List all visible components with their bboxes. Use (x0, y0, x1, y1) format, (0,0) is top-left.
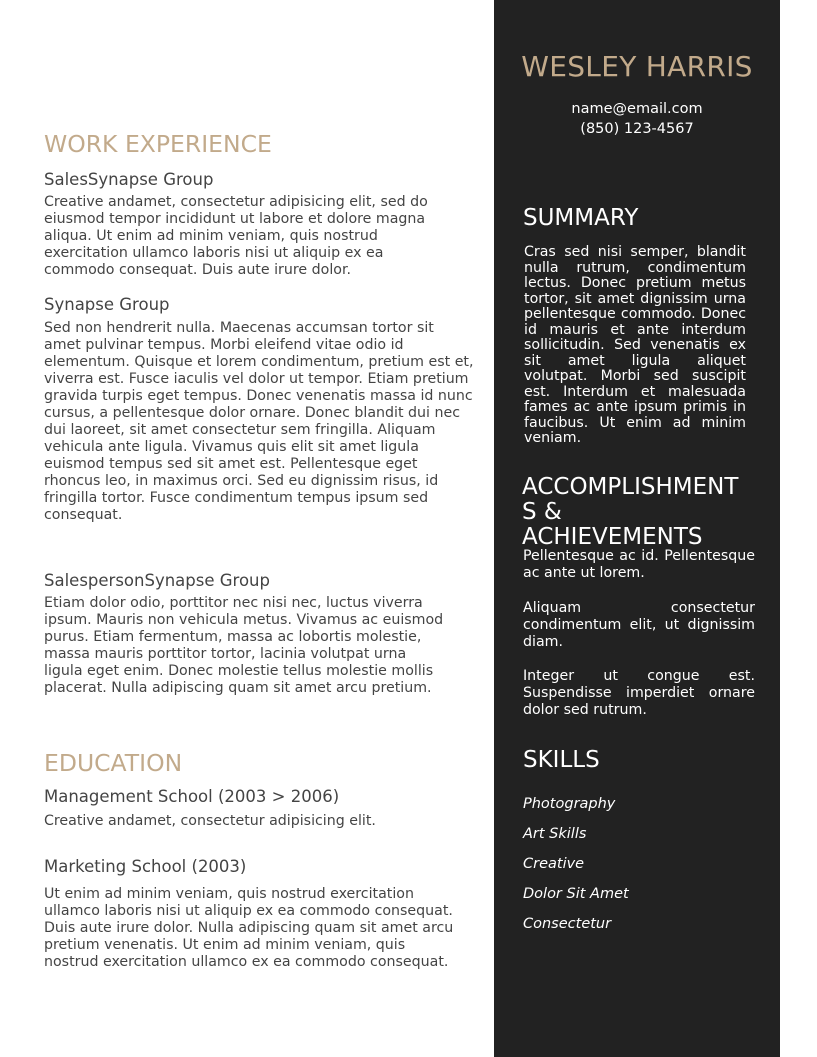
school-description: Creative andamet, consectetur adipisicing elit. (44, 813, 376, 829)
sidebar (494, 0, 780, 1057)
job-description: Sed non hendrerit nulla. Maecenas accumsan tortor sit amet pulvinar tempus. Morbi eleifend vitae odio id elementum. Quisque et lorem condimentum, pretium est et, viverra est. Fusce iaculis vel dolor ut tempor. Etiam pretium gravida turpis eget tempus. Donec venenatis massa id nunc cursus, a pellentesque dolor ornare. Donec blandit dui nec dui laoreet, sit amet consectetur sem fringilla. Aliquam vehicula ante ligula. Vivamus quis elit sit amet ligula euismod tempus sed sit amet est. Pellentesque eget rhoncus leo, in maximus orci. Sed eu dignissim risus, id fringilla tortor. Fusce condimentum tempus ipsum sed consequat. (44, 320, 474, 523)
school-title: Marketing School (2003) (44, 857, 247, 876)
skills-heading: SKILLS (523, 747, 600, 773)
school-title: Management School (2003 > 2006) (44, 787, 340, 806)
job-description: Etiam dolor odio, porttitor nec nisi nec, luctus viverra ipsum. Mauris non vehicula metus. Vivamus ac euismod purus. Etiam fermentum, massa ac lobortis molestie, massa mauris porttitor tortor, lacinia volutpat urna ligula eget enim. Donec molestie tellus molestie mollis placerat. Nulla adipiscing quam sit amet arcu pretium. (44, 595, 444, 696)
skill-item: Art Skills (523, 826, 587, 842)
skill-item: Photography (523, 796, 616, 812)
skill-item: Creative (523, 856, 585, 872)
accomplishments-heading-line-1: ACCOMPLISHMENT (522, 474, 739, 500)
accomplishment-item: Pellentesque ac id. Pellentesque ac ante ut lorem. (523, 548, 755, 581)
work-experience-heading: WORK EXPERIENCE (44, 130, 272, 158)
job-title: Synapse Group (44, 295, 170, 314)
skill-item: Consectetur (523, 916, 612, 932)
skill-item: Dolor Sit Amet (523, 886, 629, 902)
email-text: name@email.com (571, 101, 703, 117)
job-title: SalespersonSynapse Group (44, 571, 270, 590)
accomplishment-item: Aliquam consectetur condimentum elit, ut dignissim diam. (523, 600, 755, 650)
accomplishments-heading-line-3: ACHIEVEMENTS (522, 524, 703, 550)
summary-heading: SUMMARY (523, 205, 639, 231)
candidate-name: WESLEY HARRIS (521, 50, 753, 83)
accomplishments-heading-line-2: S & (522, 499, 562, 525)
education-heading: EDUCATION (44, 749, 183, 777)
job-description: Creative andamet, consectetur adipisicing elit, sed do eiusmod tempor incididunt ut labore et dolore magna aliqua. Ut enim ad minim veniam, quis nostrud exercitation ullamco laboris nisi ut aliquip ex ea commodo consequat. Duis aute irure dolor. (44, 194, 428, 278)
school-description: Ut enim ad minim veniam, quis nostrud exercitation ullamco laboris nisi ut aliquip ex ea commodo consequat. Duis aute irure dolor. Nulla adipiscing quam sit amet arcu pretium venenatis. Ut enim ad minim veniam, quis nostrud exercitation ullamco ex ea commodo consequat. (44, 886, 454, 970)
phone-text: (850) 123-4567 (580, 121, 694, 137)
accomplishment-item: Integer ut congue est. Suspendisse imperdiet ornare dolor sed rutrum. (523, 668, 755, 718)
summary-text: Cras sed nisi semper, blandit nulla rutrum, condimentum lectus. Donec pretium metus tortor, sit amet dignissim urna pellentesque commodo. Donec id mauris et ante interdum sollicitudin. Sed venenatis ex sit amet ligula aliquet volutpat. Morbi sed suscipit est. Interdum et malesuada fames ac ante ipsum primis in faucibus. Ut enim ad minim veniam. (524, 244, 746, 446)
job-title: SalesSynapse Group (44, 170, 214, 189)
